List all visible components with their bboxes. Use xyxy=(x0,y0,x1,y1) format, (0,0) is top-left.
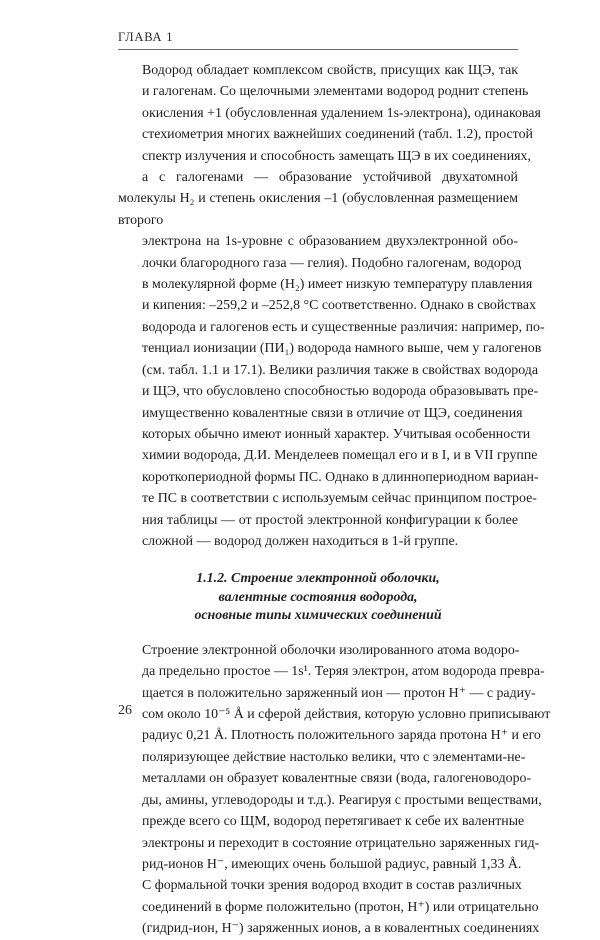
paragraph-2 xyxy=(118,640,551,875)
text-line: Водород обладает комплексом свойств, присущих как ЩЭ, так xyxy=(142,63,518,78)
text-line: и ЩЭ, что обусловлено способностью водорода образовывать пре- xyxy=(142,384,539,400)
paragraph-1 xyxy=(118,60,545,552)
text-line: имущественно ковалентные связи в отличие от ЩЭ, соединения xyxy=(142,405,523,421)
text-line: соединений в форме положительно (протон, H⁺) или отрицательно xyxy=(142,899,539,915)
text-line: щается в положительно заряженный ион — протон H⁺ — с радиу- xyxy=(142,685,536,701)
text-line: сом около 10⁻⁵ Å и сферой действия, которую условно приписывают xyxy=(142,707,551,723)
text-line: да предельно простое — 1s¹. Теряя электрон, атом водорода превра- xyxy=(142,664,545,680)
header-divider xyxy=(118,49,518,50)
paragraph-3 xyxy=(118,875,540,939)
text-line: электроны и переходит в состояние отрицательно заряженных гид- xyxy=(142,835,540,851)
text-line: химии водорода, Д.И. Менделеев помещал его и в I, и в VII группе xyxy=(142,448,538,464)
text-line: рид-ионов H⁻, имеющих очень большой радиус, равный 1,33 Å. xyxy=(142,856,522,872)
text-line: тенциал ионизации (ПИ₁) водорода намного выше, чем у галогенов xyxy=(142,341,542,357)
section-heading-line: основные типы химических соединений xyxy=(194,608,442,624)
text-line: Строение электронной оболочки изолированного атома водоро- xyxy=(142,642,520,658)
text-line: прежде всего со ЩМ, водород перетягивает к себе их валентные xyxy=(142,814,525,830)
text-line: С формальной точки зрения водород входит в состав различных xyxy=(142,878,522,894)
text-line: радиус 0,21 Å. Плотность положительного заряда протона H⁺ и его xyxy=(142,728,541,744)
section-heading-line: 1.1.2. Строение электронной оболочки, xyxy=(196,571,440,587)
body-text xyxy=(118,60,551,940)
text-line: в молекулярной форме (H₂) имеет низкую температуру плавления xyxy=(142,277,533,293)
text-line: ды, амины, углеводороды и т.д.). Реагируя с простыми веществами, xyxy=(142,792,542,808)
text-line: которых обычно имеют ионный характер. Учитывая особенности xyxy=(142,426,531,442)
text-line: водорода и галогенов есть и существенные различия: например, по- xyxy=(142,319,545,335)
text-line: спектр излучения и способность замещать ЩЭ в их соединениях, xyxy=(142,148,531,164)
text-line: металлами он образует ковалентные связи (вода, галогеноводоро- xyxy=(142,771,532,787)
text-line: (гидрид-ион, H⁻) заряженных ионов, а в ковалентных соединениях xyxy=(142,921,540,937)
section-heading-line: валентные состояния водорода, xyxy=(218,589,418,605)
text-line: ния таблицы — от простой электронной конфигурации к более xyxy=(142,512,518,528)
text-line: короткопериодной формы ПС. Однако в длиннопериодном вариан- xyxy=(142,469,539,485)
text-line: и галогенам. Со щелочными элементами водород роднит степень xyxy=(142,84,529,100)
text-line: стехиометрия многих важнейших соединений (табл. 1.2), простой xyxy=(142,127,533,143)
text-line: а с галогенами — образование устойчивой двухатомной молекулы H₂ и степень окисления –1 (обусловленная размещением второго xyxy=(118,170,518,228)
text-line: электрона на 1s-уровне с образованием двухэлектронной обо- xyxy=(142,234,518,250)
text-line: окисления +1 (обусловленная удалением 1s-электрона), одинаковая xyxy=(142,105,541,121)
running-head-chapter: ГЛАВА 1 xyxy=(118,30,174,44)
text-line: лочки благородного газа — гелия). Подобно галогенам, водород xyxy=(142,255,522,271)
page-number: 26 xyxy=(118,703,132,718)
text-line: сложной — водород должен находиться в 1-й группе. xyxy=(142,533,459,549)
text-line: (см. табл. 1.1 и 17.1). Велики различия также в свойствах водорода xyxy=(142,362,539,378)
section-heading xyxy=(118,570,518,626)
text-line: те ПС в соответствии с используемым сейчас принципом построе- xyxy=(142,491,537,507)
text-line: поляризующее действие настолько велики, что с элементами-не- xyxy=(142,749,526,765)
text-line: и кипения: –259,2 и –252,8 °С соответственно. Однако в свойствах xyxy=(142,298,537,314)
